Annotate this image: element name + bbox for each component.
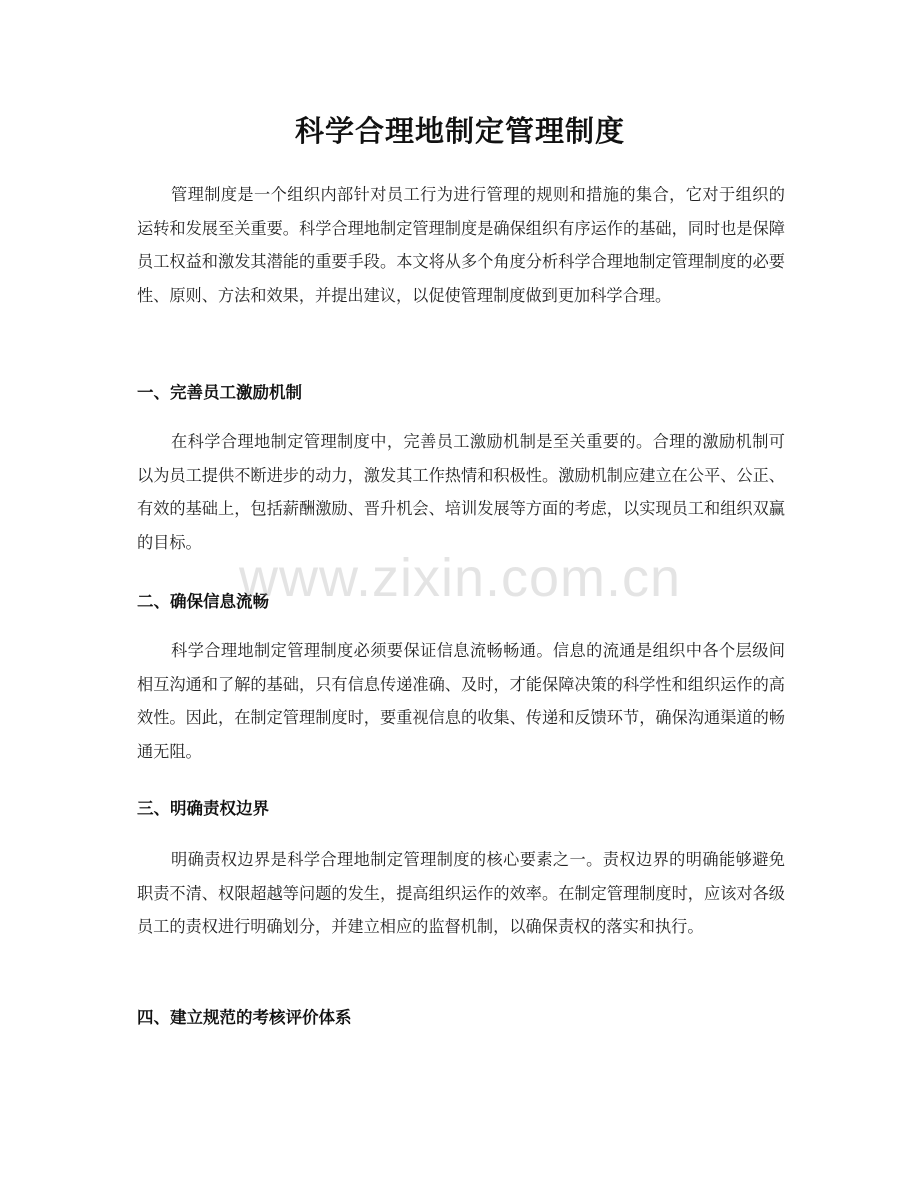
page-title: 科学合理地制定管理制度 — [294, 114, 625, 148]
section-heading-2: 二、确保信息流畅 — [137, 592, 269, 611]
section-heading-1: 一、完善员工激励机制 — [137, 383, 302, 402]
section-heading-4: 四、建立规范的考核评价体系 — [137, 1008, 352, 1027]
section-heading-3: 三、明确责权边界 — [137, 799, 269, 818]
watermark: www.zixin.com.cn — [238, 548, 682, 608]
section-body-1: 在科学合理地制定管理制度中，完善员工激励机制是至关重要的。合理的激励机制可以为员工提供不断进步的动力，激发其工作热情和积极性。激励机制应建立在公平、公正、有效的基础上，包括薪酬激励、晋升机会、培训发展等方面的考虑，以实现员工和组织双赢的目标。 — [137, 432, 785, 552]
intro-paragraph: 管理制度是一个组织内部针对员工行为进行管理的规则和措施的集合，它对于组织的运转和发展至关重要。科学合理地制定管理制度是确保组织有序运作的基础，同时也是保障员工权益和激发其潜能的重要手段。本文将从多个角度分析科学合理地制定管理制度的必要性、原则、方法和效果，并提出建议，以促使管理制度做到更加科学合理。 — [137, 185, 785, 305]
section-body-3: 明确责权边界是科学合理地制定管理制度的核心要素之一。责权边界的明确能够避免职责不清、权限超越等问题的发生，提高组织运作的效率。在制定管理制度时，应该对各级员工的责权进行明确划分，并建立相应的监督机制，以确保责权的落实和执行。 — [137, 850, 785, 936]
section-body-2: 科学合理地制定管理制度必须要保证信息流畅畅通。信息的流通是组织中各个层级间相互沟通和了解的基础，只有信息传递准确、及时，才能保障决策的科学性和组织运作的高效性。因此，在制定管理制度时，要重视信息的收集、传递和反馈环节，确保沟通渠道的畅通无阻。 — [137, 641, 785, 761]
